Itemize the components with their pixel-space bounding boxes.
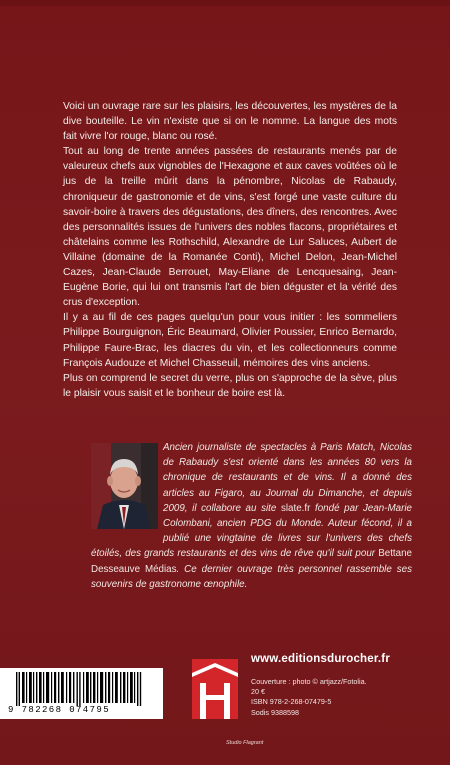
isbn: ISBN 978-2-268-07479-5	[251, 697, 332, 707]
sodis-code: Sodis 9388598	[251, 707, 299, 717]
studio-credit: Studio Flagrant	[226, 740, 264, 746]
author-bio	[91, 440, 412, 592]
blurb-paragraph: Plus on comprend le secret du verre, plus on s'approche de la sève, plus le plaisir vous saisit et le bonheur de boire est là.	[63, 372, 397, 399]
publisher-website: www.editionsdurocher.fr	[251, 653, 390, 665]
book-info	[251, 677, 367, 718]
top-strip	[0, 0, 450, 6]
bio-site: slate.fr	[280, 502, 311, 514]
bio-text: Ancien journaliste de spectacles à Paris Match, Nicolas de Rabaudy s'est orienté dans les années 80 vers la chronique de restaurants et de vins. Il a donné des articles au Figaro, au Journal du Dimanche, et depuis 2009, il collabore au site	[163, 442, 412, 514]
bio-text: fondé par Jean-Marie Colombani, ancien PDG du Monde. Auteur fécond, il a publié une vingtaine de livres sur l'univers des chefs étoilés, des grands restaurants et des vins de rêve qu'il suit pour	[91, 502, 412, 560]
blurb-text	[63, 99, 397, 401]
bio-publisher: Bettane Desseauve Médias	[91, 548, 412, 575]
price: 20 €	[251, 687, 265, 697]
barcode	[0, 668, 163, 719]
rocher-logo-icon	[192, 659, 238, 719]
photo-spacer	[91, 440, 163, 532]
cover-credit: Couverture : photo © artjazz/Fotolia.	[251, 677, 367, 686]
blurb-paragraph: Il y a au fil de ces pages quelqu'un pour vous initier : les sommeliers Philippe Bourguignon, Éric Beaumard, Olivier Poussier, Enrico Bernardo, Philippe Faure-Brac, les diacres du vin, et les collectionneurs comme François Audouze et Michel Chasseuil, mémoires des vins anciens.	[63, 312, 397, 369]
blurb-paragraph: Tout au long de trente années passées de restaurants menés par de valeureux chefs aux vignobles de l'Hexagone et aux caves voûtées où le jus de la treille mûrit dans la pénombre, Nicolas de Rabaudy, chroniqueur de gastronomie et de vins, s'est forgé une vaste culture du savoir-boire à travers des dégustations, des dîners, des rencontres. Avec des personnalités issues de l'univers des nobles flacons, propriétaires et châtelains comme les Rothschild, Alexandre de Lur Saluces, Aubert de Villaine (domaine de la Romanée Conti), Michel Delon, Jean-Michel Cazes, Jean-Claude Berrouet, May-Eliane de Lencquesaing, Jean-Eugène Borie, qui lui ont transmis l'art de bien déguster et la vérité des crus d'exception.	[63, 146, 397, 309]
blurb-paragraph: Voici un ouvrage rare sur les plaisirs, les découvertes, les mystères de la dive bouteille. Le vin n'existe que si on le nomme. La langue des mots fait vivre l'or rouge, blanc ou rosé.	[63, 101, 397, 143]
bio-text: . Ce dernier ouvrage très personnel rassemble ses souvenirs de gastronome œnophile.	[91, 563, 412, 590]
barcode-digits: 9 782268 074795	[8, 705, 111, 715]
